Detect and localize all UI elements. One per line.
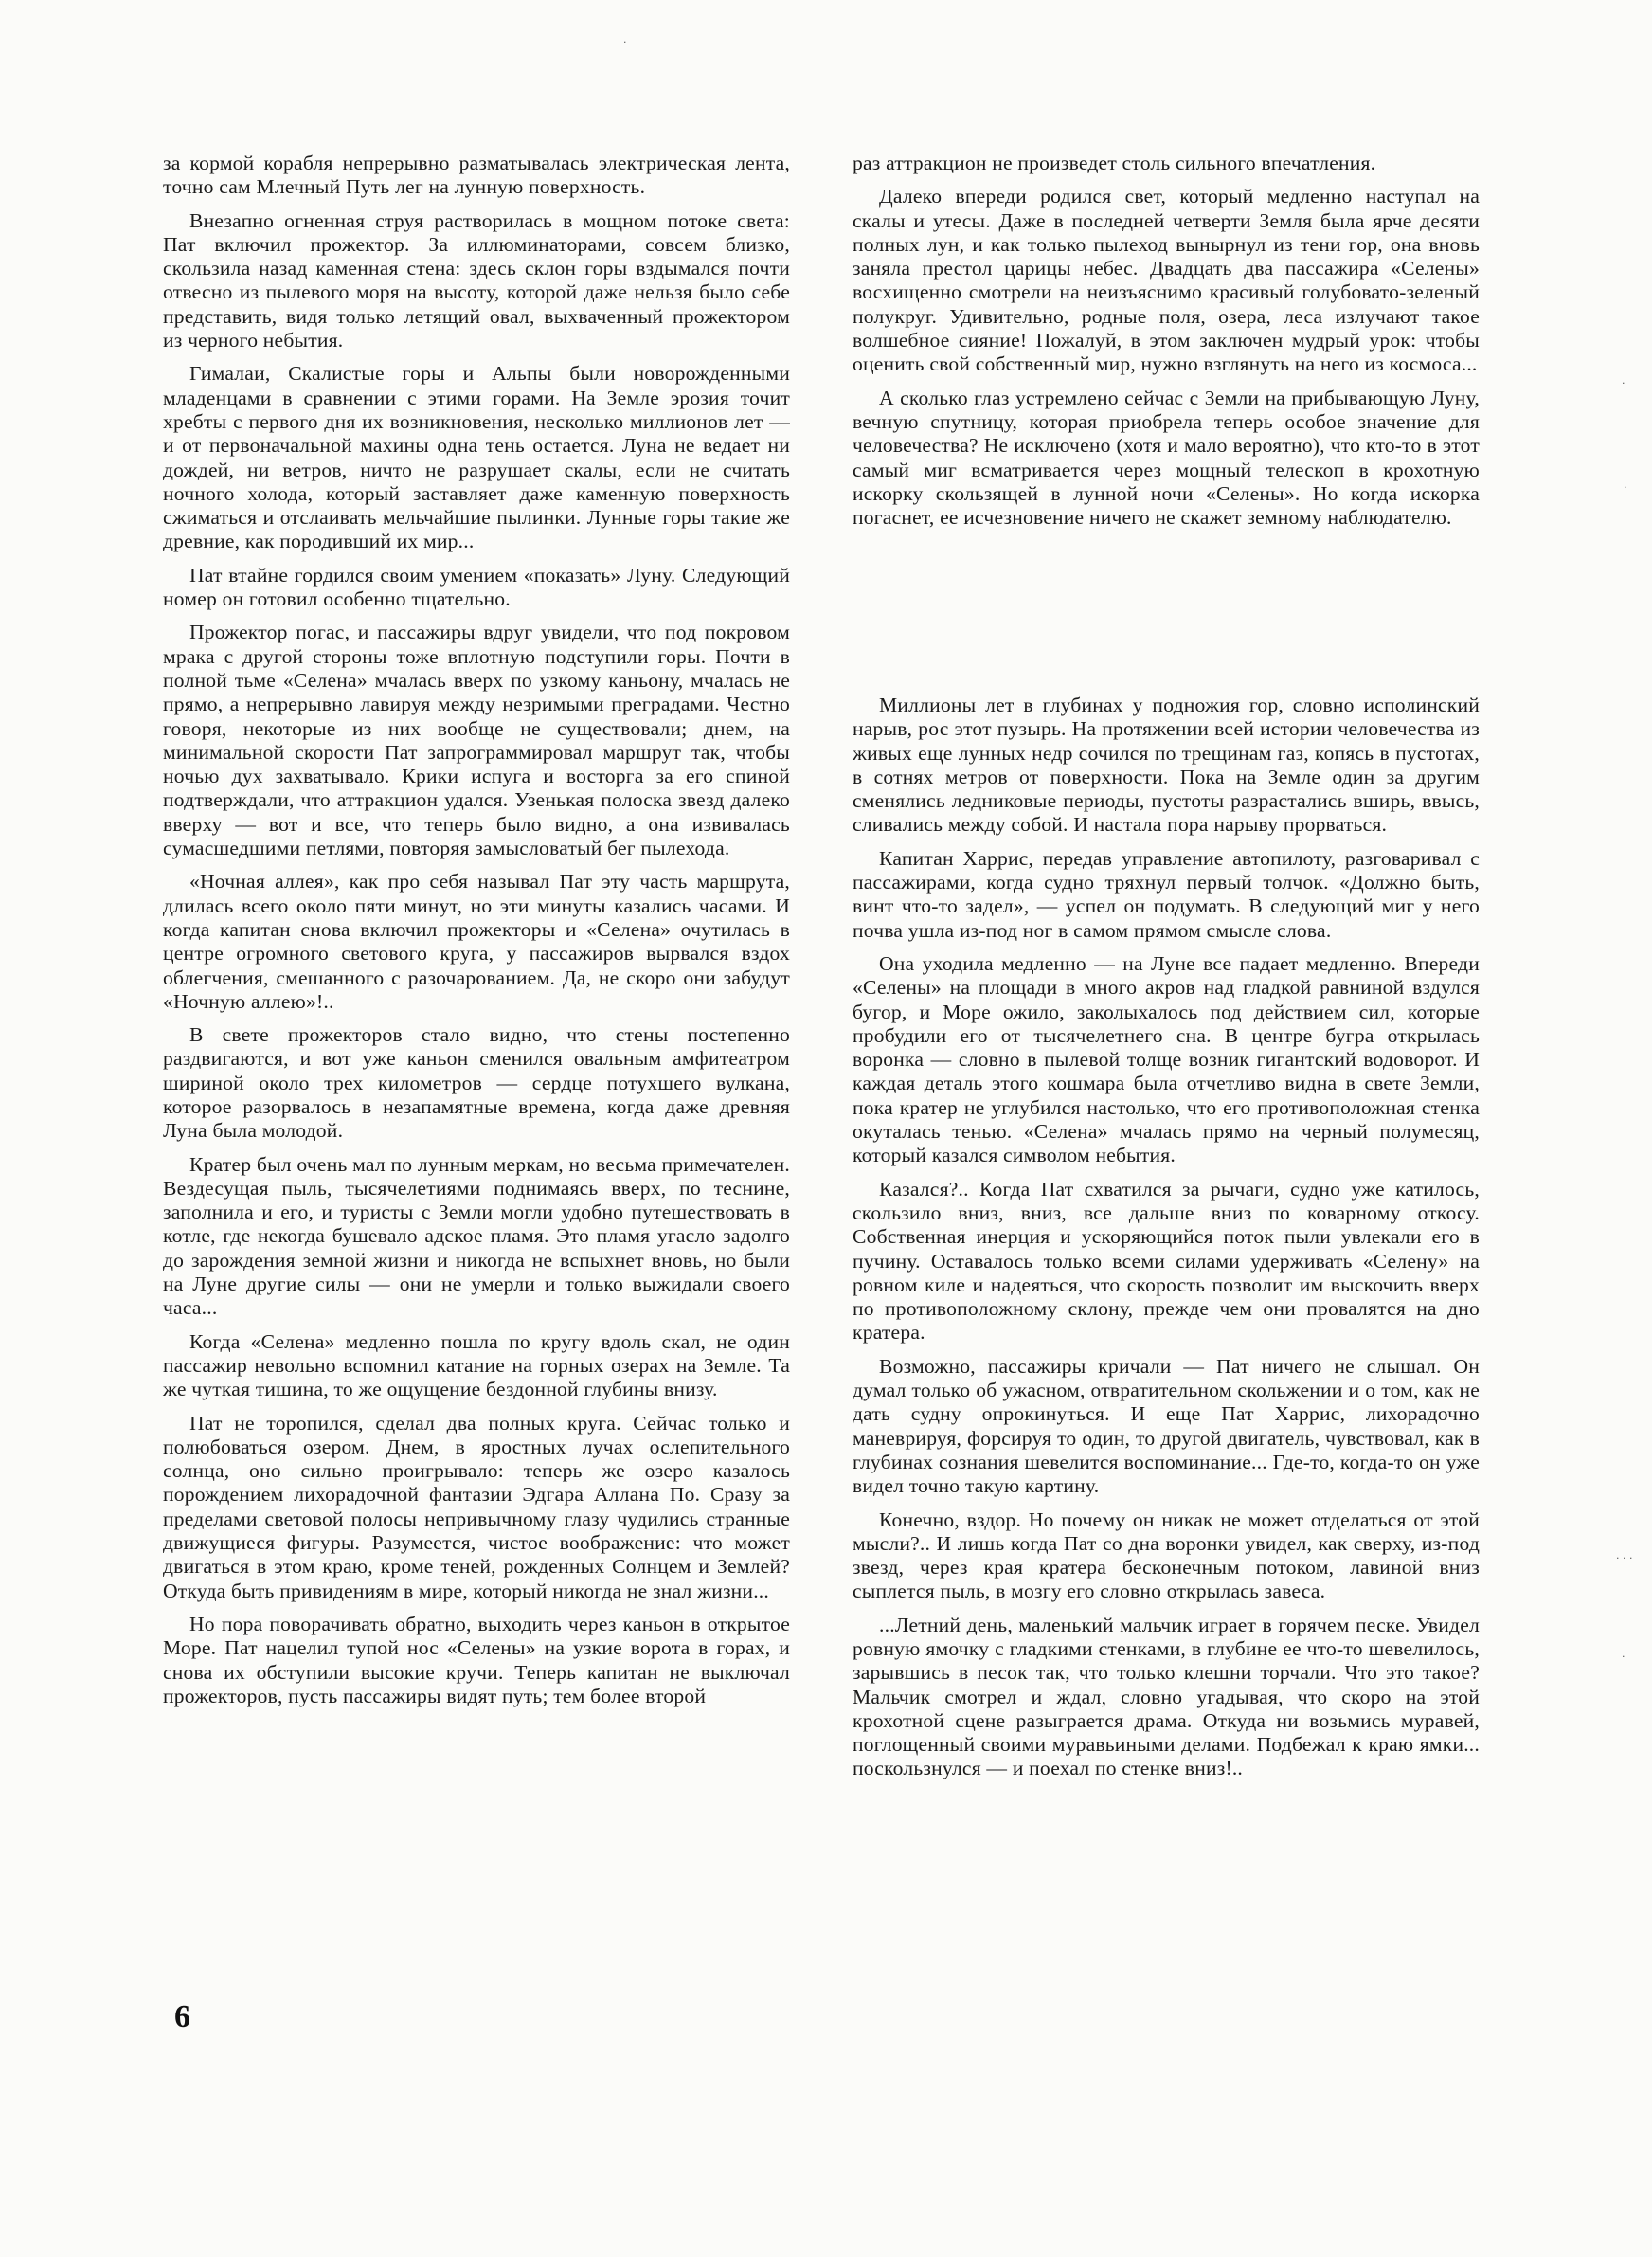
paragraph: Когда «Селена» медленно пошла по кругу вдоль скал, не один пассажир невольно вспомнил катание на горных озерах на Земле. Та же чуткая тишина, то же ощущение бездонной глубины внизу. bbox=[163, 1329, 790, 1401]
paragraph: А сколько глаз устремлено сейчас с Земли на прибывающую Луну, вечную спутницу, которая приобрела теперь особое значение для человечества? Не исключено (хотя и мало вероятно), что кто-то в этот самый миг всматривается через мощный телескоп в крохотную искорку скользящей в лунной ночи «Селены». Но когда искорка погаснет, ее исчезновение ничего не скажет земному наблюдателю. bbox=[853, 386, 1480, 530]
scan-speck: · bbox=[1622, 377, 1625, 389]
paragraph: Пат втайне гордился своим умением «показать» Луну. Следующий номер он готовил особенно тщательно. bbox=[163, 563, 790, 611]
page-number: 6 bbox=[174, 1999, 190, 2034]
paragraph: Далеко впереди родился свет, который медленно наступал на скалы и утесы. Даже в последней четверти Земля была ярче десяти полных лун, и как только пылеход вынырнул из тени гор, она вновь заняла престол царицы небес. Двадцать два пассажира «Селены» восхищенно смотрели на неизъяснимо красивый голубовато-зеленый полукруг. Удивительно, родные поля, озера, леса излучают такое волшебное сияние! Пожалуй, в этом заключен мудрый урок: чтобы оценить свой собственный мир, нужно взглянуть на него из космоса... bbox=[853, 185, 1480, 376]
paragraph: Внезапно огненная струя растворилась в мощном потоке света: Пат включил прожектор. За иллюминаторами, совсем близко, скользила назад каменная стена: здесь склон горы вздымался почти отвесно из пылевого моря на высоту, которой даже нельзя было себе представить, видя только летящий овал, выхваченный прожектором из черного небытия. bbox=[163, 208, 790, 352]
paragraph: Конечно, вздор. Но почему он никак не может отделаться от этой мысли?.. И лишь когда Пат со дна воронки увидел, как сверху, из-под звезд, через края кратера бесконечным потоком, лавиной вниз сыплется пыль, в мозгу его словно открылась завеса. bbox=[853, 1508, 1480, 1603]
paragraph: Гималаи, Скалистые горы и Альпы были новорожденными младенцами в сравнении с этими горами. На Земле эрозия точит хребты с первого дня их возникновения, несколько миллионов лет — и от первоначальной махины одна тень остается. Луна не ведает ни дождей, ни ветров, ничто не разрушает скалы, если не считать ночного холода, который заставляет даже каменную поверхность сжиматься и отслаивать мельчайшие пылинки. Лунные горы такие же древние, как породивший их мир... bbox=[163, 362, 790, 553]
left-text-column bbox=[163, 152, 790, 1718]
right-text-column-top bbox=[853, 152, 1480, 539]
scan-speck: · bbox=[623, 36, 627, 48]
scan-speck: · · · bbox=[1616, 1552, 1633, 1564]
paragraph: Кратер был очень мал по лунным меркам, но весьма примечателен. Вездесущая пыль, тысячелетиями поднимаясь вверх, по теснине, заполнила и его, и туристы с Земли могли удобно путешествовать в котле, где некогда бушевало адское пламя. Это пламя угасло задолго до зарождения земной жизни и никогда не вспыхнет вновь, но были на Луне другие силы — они не умерли и только выжидали своего часа... bbox=[163, 1152, 790, 1320]
paragraph: Миллионы лет в глубинах у подножия гор, словно исполинский нарыв, рос этот пузырь. На протяжении всей истории человечества из живых еще лунных недр сочился по трещинам газ, копясь в пустотах, в сотнях метров от поверхности. Пока на Земле один за другим сменялись ледниковые периоды, пустоты разрастались вширь, ввысь, сливались между собой. И настала пора нарыву прорваться. bbox=[853, 694, 1480, 837]
paragraph: Пат не торопился, сделал два полных круга. Сейчас только и полюбоваться озером. Днем, в яростных лучах ослепительного солнца, оно сильно проигрывало: теперь же озеро казалось порождением лихорадочной фантазии Эдгара Аллана По. Сразу за пределами световой полосы непривычному глазу чудились странные движущиеся фигуры. Разумеется, чистое воображение: что может двигаться в этом краю, кроме теней, рожденных Солнцем и Землей? Откуда быть привидениям в мире, который никогда не знал жизни... bbox=[163, 1411, 790, 1602]
paragraph: Она уходила медленно — на Луне все падает медленно. Впереди «Селены» на площади в много акров над гладкой равниной вздулся бугор, и Море ожило, заколыхалось под действием сил, которые пробудили его от тысячелетнего сна. В центре бугра открылась воронка — словно в пылевой толще возник гигантский водоворот. И каждая деталь этого кошмара была отчетливо видна в свете Земли, пока кратер не углубился настолько, что его противоположная стенка окуталась тенью. «Селена» мчалась прямо на черный полумесяц, который казался символом небытия. bbox=[853, 951, 1480, 1167]
paragraph: Капитан Харрис, передав управление автопилоту, разговаривал с пассажирами, когда судно тряхнул первый толчок. «Должно быть, винт что-то задел», — успел он подумать. В следующий миг у него почва ушла из-под ног в самом прямом смысле слова. bbox=[853, 846, 1480, 942]
paragraph: «Ночная аллея», как про себя называл Пат эту часть маршрута, длилась всего около пяти минут, но эти минуты казались часами. И когда капитан снова включил прожекторы и «Селена» очутилась в центре огромного светового круга, у пассажиров вырвался вздох облегчения, смешанного с разочарованием. Да, не скоро они забудут «Ночную аллею»!.. bbox=[163, 870, 790, 1013]
paragraph: Возможно, пассажиры кричали — Пат ничего не слышал. Он думал только об ужасном, отвратительном скольжении и о том, как не дать судну опрокинуться. И еще Пат Харрис, лихорадочно маневрируя, форсируя то один, то другой двигатель, чувствовал, как в глубинах сознания шевелится воспоминание... Где-то, когда-то он уже видел точно такую картину. bbox=[853, 1354, 1480, 1498]
paragraph: В свете прожекторов стало видно, что стены постепенно раздвигаются, и вот уже каньон сменился овальным амфитеатром шириной около трех километров — сердце потухшего вулкана, которое разорвалось в незапамятные времена, когда даже древняя Луна была молодой. bbox=[163, 1023, 790, 1143]
paragraph: Но пора поворачивать обратно, выходить через каньон в открытое Море. Пат нацелил тупой нос «Селены» на узкие ворота в горах, и снова их обступили высокие кручи. Теперь капитан не выключал прожекторов, пусть пассажиры видят путь; тем более второй bbox=[163, 1612, 790, 1707]
paragraph: Прожектор погас, и пассажиры вдруг увидели, что под покровом мрака с другой стороны тоже вплотную подступили горы. Почти в полной тьме «Селена» мчалась вверх по узкому каньону, мчалась не прямо, а непрерывно лавируя между незримыми преградами. Честно говоря, некоторые из них вообще не существовали; днем, на минимальной скорости Пат запрограммировал маршрут так, чтобы ночью дух захватывало. Крики испуга и восторга за его спиной подтверждали, что аттракцион удался. Узенькая полоска звезд далеко вверху — вот и все, что теперь было видно, а она извивалась сумасшедшими петлями, повторяя замысловатый бег пылехода. bbox=[163, 621, 790, 860]
paragraph: раз аттракцион не произведет столь сильного впечатления. bbox=[853, 152, 1376, 174]
paragraph: за кормой корабля непрерывно разматывалась электрическая лента, точно сам Млечный Путь лег на лунную поверхность. bbox=[163, 152, 790, 199]
paragraph: ...Летний день, маленький мальчик играет в горячем песке. Увидел ровную ямочку с гладкими стенками, в глубине ее что-то шевелилось, зарывшись в песок так, что только клешни торчали. Что это такое? Мальчик смотрел и ждал, словно угадывая, что скоро на этой крохотной сцене разыграется драма. Откуда ни возьмись муравей, поглощенный своими муравьиными делами. Подбежал к краю ямки... поскользнулся — и поехал по стенке вниз!.. bbox=[853, 1613, 1480, 1780]
right-text-column-bottom bbox=[853, 694, 1480, 1791]
paragraph: Казался?.. Когда Пат схватился за рычаги, судно уже катилось, скользило вниз, вниз, все дальше вниз по коварному откосу. Собственная инерция и ускоряющийся поток пыли увлекали его в пучину. Оставалось только всеми силами удерживать «Селену» на ровном киле и надеяться, что скорость позволит им выскочить вверх по противоположному склону, прежде чем они провалятся на дно кратера. bbox=[853, 1177, 1480, 1345]
scan-speck: · bbox=[1622, 1651, 1625, 1663]
scan-speck: · bbox=[1624, 481, 1627, 494]
